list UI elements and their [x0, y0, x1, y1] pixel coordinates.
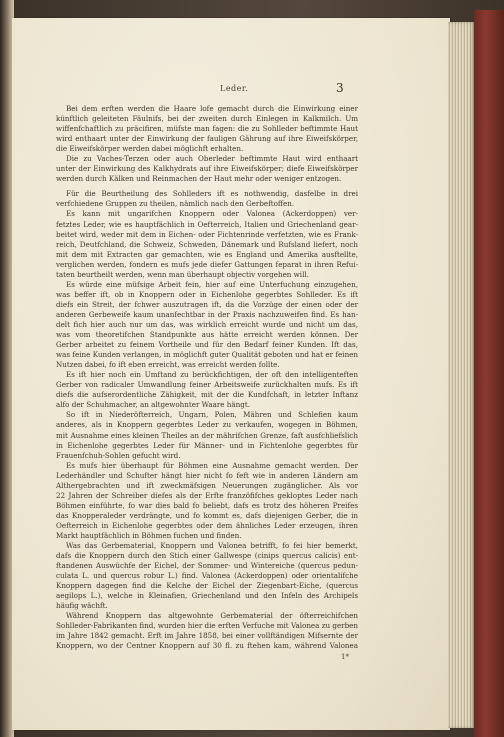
running-head: Leder.	[220, 84, 249, 93]
text-line: mit Ausnahme eines kleinen Theiles an der mährifchen Grenze, faft ausfchliefslich	[56, 430, 358, 440]
text-line: culata L. und quercus robur L.) find. Valonea (Ackerdoppen) oder orientalifche	[56, 571, 358, 581]
text-line: unter der Einwirkung des Kalkhydrats auf ihre Eiweifskörper; diefe Eiweifskörper	[56, 164, 358, 174]
text-line: Es kann mit ungarifchen Knoppern oder Valonea (Ackerdoppen) ver-	[66, 209, 358, 219]
text-line: was beffer ift, ob in Knoppern oder in Eichenlohe gegerbtes Sohlleder. Es ift	[56, 289, 358, 299]
text-line: Es ift hier noch ein Umftand zu berückfichtigen, der oft den intelligenteften	[66, 370, 358, 380]
text-line: verfchiedene Gruppen zu theilen, nämlich nach den Gerbeftoffen.	[56, 199, 295, 209]
text-line: in Eichenlohe gegerbtes Leder für Männer- und in Fichtenlohe gegerbtes für	[56, 440, 358, 450]
text-line: alfo der Schuhmacher, an altgewohnter Waare hängt.	[56, 400, 250, 410]
text-line: das Knopperaleder verdrängte, und fo kommt es, dafs diejenigen Gerber, die in	[56, 510, 358, 520]
text-line: diefs ein Streit, der fchwer auszutragen ift, da die Vorzüge der einen oder der	[56, 299, 358, 309]
text-line: Für die Beurtheilung des Sohlleders ift es nothwendig, dasfelbe in drei	[66, 189, 358, 199]
body-text	[56, 104, 358, 652]
text-line: taten beurtheilt werden, wenn man überhaupt objectiv vorgehen will.	[56, 269, 309, 279]
text-line: Während Knoppern das altgewohnte Gerbematerial der öfterreichifchen	[66, 611, 358, 621]
text-line: wiffenfchaftlich zu präcifiren, müfste man fagen: die zu Sohlleder beftimmte Haut	[56, 124, 358, 134]
text-line: Nutzen dabei, fo ift eben erreicht, was erreicht werden follte.	[56, 360, 280, 370]
text-line: Althergebrachten und ift zweckmäfsigen Neuerungen zugänglicher. Als vor	[56, 480, 358, 490]
text-line: Es mufs hier überhaupt für Böhmen eine Ausnahme gemacht werden. Der	[66, 460, 358, 470]
text-line: künftlich geleiteten Fäulnifs, bei der zweiten durch Einlegen in Kalkmilch. Um	[56, 114, 358, 124]
text-line: Knoppern dagegen find die Kelche der Eichel der Ziegenbart-Eiche, (quercus	[56, 581, 358, 591]
page-stack-edge	[448, 22, 474, 728]
book-cover-edge	[474, 10, 504, 737]
text-line: mit dem mit Extracten gar gemachten, wie es England und Amerika ausftellte,	[56, 249, 358, 259]
text-line: Oefterreich in Eichenlohe gegerbtes oder dem ähnliches Leder erzeugen, ihren	[56, 520, 358, 530]
text-line: dafs die Knoppern durch den Stich einer Gallwespe (cinips quercus calicis) ent-	[56, 551, 358, 561]
page-header	[60, 81, 360, 98]
text-line: die Eiweifskörper werden dabei möglichft erhalten.	[56, 144, 244, 154]
text-line: So ift in Niederöfterreich, Ungarn, Polen, Mähren und Schlefien kaum	[66, 410, 358, 420]
text-line: Sohlleder-Fabrikanten find, wurden hier die erften Verfuche mit Valonea zu gerben	[56, 621, 358, 631]
text-line: ftandenen Auswüchfe der Eichel, der Sommer- und Wintereiche (quercus pedun-	[56, 561, 358, 571]
text-line: häufig wächft.	[56, 601, 108, 611]
text-line: aegilops L.), welche in Kleinafien, Griechenland und den Infeln des Archipels	[56, 591, 358, 601]
text-line: Es würde eine müfsige Arbeit fein, hier auf eine Unterfuchung einzugehen,	[66, 279, 358, 289]
text-line: Lederhändler und Schufter hängt hier nicht fo feft wie in anderen Ländern am	[56, 470, 358, 480]
text-line: Gerber von radicaler Umwandlung feiner Arbeitsweife zurückhalten mufs. Es ift	[56, 380, 358, 390]
text-line: im Jahre 1842 gemacht. Erft im Jahre 1858, bei einer vollftändigen Mifsernte der	[56, 631, 358, 641]
text-line: anderes, als in Knoppern gegerbtes Leder zu verkaufen, wogegen in Böhmen,	[56, 420, 358, 430]
text-line: Frauenfchuh-Sohlen gefucht wird.	[56, 450, 181, 460]
printer-signature-mark: 1*	[341, 653, 349, 661]
text-line: werden durch Kälken und Reinmachen der Haut mehr oder weniger entzogen.	[56, 174, 342, 184]
page-number: 3	[336, 81, 344, 95]
text-line: Markt hauptfächlich in Böhmen fuchen und finden.	[56, 530, 242, 540]
text-line: verglichen werden, fondern es mufs jede diefer Gattungen feparat in ihren Refui-	[56, 259, 358, 269]
text-line: fetztes Leder, wie es hauptfächlich in Oefterreich, Italien und Griechenland gear-	[56, 219, 358, 229]
text-line: Knoppern, wo der Centner Knoppern auf 30 fl. zu ftehen kam, während Valonea	[56, 641, 358, 651]
text-line: was vom theoretifchen Standpunkte aus hätte erreicht werden können. Der	[56, 330, 358, 340]
text-line: wird enthaart unter der Einwirkung der fauligen Gährung auf ihre Eiweifskörper,	[56, 134, 358, 144]
text-line: delt fich hier auch nur um das, was wirklich erreicht wurde und nicht um das,	[56, 319, 358, 329]
text-line: reich, Deutfchland, die Schweiz, Schweden, Dänemark und Rufsland liefert, noch	[56, 239, 358, 249]
text-line: anderen Gerbeweife kaum unanfechtbar in der Praxis nachzuweifen find. Es han-	[56, 309, 358, 319]
text-line: diefs die aufserordentliche Zähigkeit, mit der die Kundfchaft, in letzter Inftanz	[56, 390, 358, 400]
text-line: Gerber arbeitet zu feinem Vortheile und für den Bedarf feiner Kunden. Ift das,	[56, 340, 358, 350]
text-line: beitet wird, weder mit dem in Eichen- oder Fichtenrinde verfetzten, wie es Frank-	[56, 229, 358, 239]
text-line: was feine Kunden verlangen, in möglichft guter Qualität geboten und hat er feinen	[56, 350, 358, 360]
text-line: Bei dem erften werden die Haare lofe gemacht durch die Einwirkung einer	[66, 104, 358, 113]
text-line: Böhmen einführte, fo war dies bald fo beliebt, dafs es trotz des höheren Preifes	[56, 500, 358, 510]
text-line: Was das Gerbematerial, Knoppern und Valonea betrifft, fo fei hier bemerkt,	[66, 541, 358, 551]
text-line: 22 Jahren der Schreiber diefes als der Erfte franzöfifches gekloptes Leder nach	[56, 490, 358, 500]
text-line: Die zu Vaches-Terzen oder auch Oberleder beftimmte Haut wird enthaart	[66, 154, 358, 164]
